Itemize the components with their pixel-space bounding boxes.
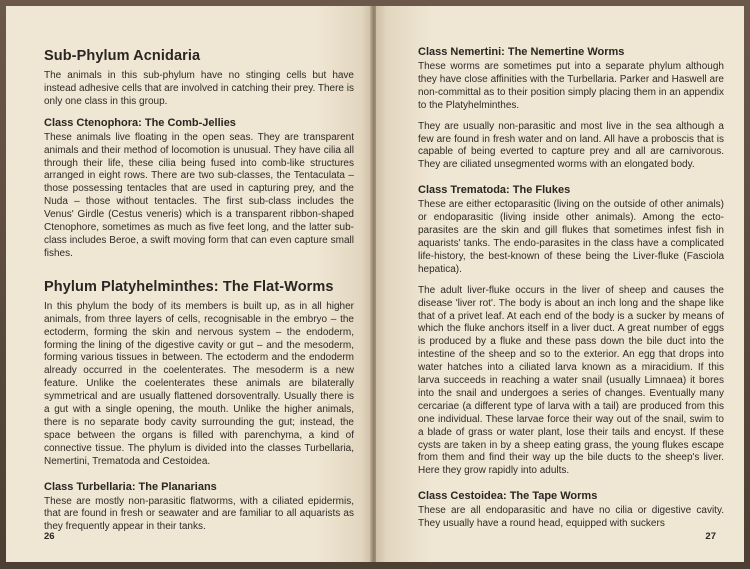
paragraph-nemertini-2: They are usually non-parasitic and most live in the sea although a few are found in fresh water and on land. All have a proboscis that is capable of being everted to capture prey and all are carnivorous. They are ciliated unsegmented worms with an elongated body. [418,120,724,171]
paragraph-turbellaria: These are mostly non-parasitic flatworms, with a ciliated epidermis, that are found in fresh or seawater and are familiar to all aquarists as they frequently appear in their tanks. [44,495,354,533]
page-number-right: 27 [705,531,716,542]
page-number-left: 26 [44,531,55,542]
heading-sub-phylum-acnidaria: Sub-Phylum Acnidaria [44,48,201,64]
paragraph-trematoda-2: The adult liver-fluke occurs in the liver of sheep and causes the disease 'liver rot'. The body is about an inch long and the shape like that of a privet leaf. At each end of the body is a sucker by means of which the fluke anchors itself in a liver duct. A great number of eggs is produced by a fluke and these pass down the bile duct into the intestine of the sheep and so to the exterior. An egg that drops into water hatches into a ciliated larva known as a miracidium. If this larva succeeds in reaching a water snail (usually Limnaea) it bores into the snail and undergoes a series of changes. Eventually many cercariae (a different type of larva with a tail) are produced from this one individual. These larvae force their way out of the snail, swim to a blade of grass or water plant, lose their tails and encyst. If these cysts are taken in by a sheep eating grass, the young flukes escape from them and find their way up the bile ducts to the sheep's liver. Here they grow rapidly into adults. [418,284,724,477]
heading-class-cestoidea: Class Cestoidea: The Tape Worms [418,490,598,503]
heading-phylum-platyhelminthes: Phylum Platyhelminthes: The Flat-Worms [44,278,334,295]
heading-class-nemertini: Class Nemertini: The Nemertine Worms [418,46,625,58]
paragraph-trematoda-1: These are either ectoparasitic (living on the outside of other animals) or endoparasitic (living inside other animals). Among the ecto-parasites are the skin and gill flukes that sometimes infest fish in aquarists' tanks. The endo-parasites in the class have a complicated life-history, the best-known of these being the Liver-fluke (Fasciola hepatica). [418,199,724,275]
paragraph-cestoidea: These are all endoparasitic and have no cilia or digestive cavity. They usually have a round head, equipped with suckers [418,505,724,530]
paragraph-acnidaria: The animals in this sub-phylum have no stinging cells but have instead adhesive cells that are involved in catching their prey. There is only one class in this group. [44,70,354,107]
paragraph-platyhelminthes: In this phylum the body of its members is built up, as in all higher animals, from three layers of cells, recognisable in the embryo – the ectoderm, forming the skin and nervous system – the endoderm, forming the lining of the digestive cavity or gut – and the mesoderm, forming various tissues in between. The ectoderm and the endoderm already occurred in the coelenterates. The mesoderm is a new feature. Unlike the coelenterates these animals are bilaterally symmetrical and are usually flattened dorsoventrally. Usually there is a gut with a single opening, the mouth. Unlike the higher animals, there is no separate body cavity surrounding the gut; instead, the space between the organs is filled with parenchyma, a kind of connective tissue. The phylum is divided into the classes Turbellaria, Nemertini, Trematoda and Cestoidea. [44,300,354,467]
paragraph-ctenophora: These animals live floating in the open seas. They are transparent animals and their method of locomotion is unusual. They have cilia all through their life, these cilia being fused into comb-like structures arranged in eight rows. There are two sub-classes, the Tentaculata – those possessing tentacles that are used in capturing prey, and the Nuda – those without tentacles. The first sub-class includes the Venus' Girdle (Cestus veneris) which is a transparent ribbon-shaped Ctenophore, sometimes as much as five feet long, and the latter sub-class includes Beroe, a swift moving form that can even capture small fishes. [44,131,354,259]
left-page [6,6,372,562]
heading-class-trematoda: Class Trematoda: The Flukes [418,184,571,197]
paragraph-nemertini-1: These worms are sometimes put into a separate phylum although they have close affinities with the Turbellaria. Parker and Haswell are non-committal as to their position simply placing them in an appendix to the Platyhelminthes. [418,61,724,111]
right-page [376,6,744,562]
heading-class-turbellaria: Class Turbellaria: The Planarians [44,480,217,493]
heading-class-ctenophora: Class Ctenophora: The Comb-Jellies [44,116,236,129]
